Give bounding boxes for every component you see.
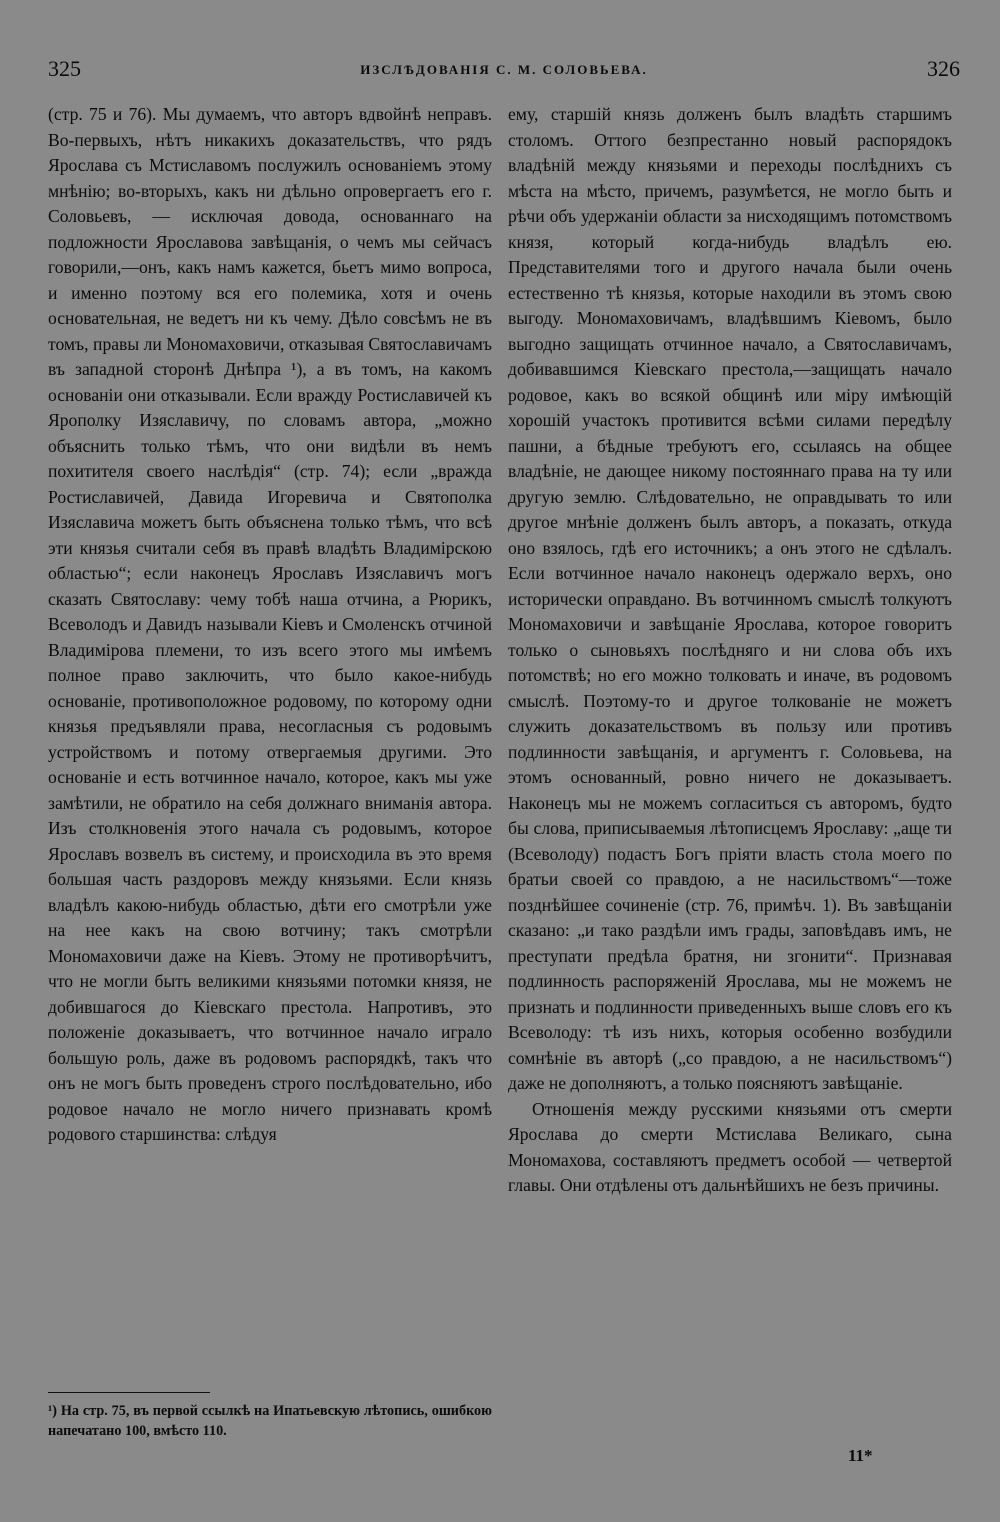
signature-mark: 11* — [848, 1446, 873, 1465]
right-column-paragraph-1: ему, старшій князь долженъ былъ владѣть старшимъ столомъ. Оттого безпрестанно новый распорядокъ владѣній между князьями и переходы послѣднихъ съ мѣста на мѣсто, причемъ, разумѣется, не могло быть и рѣчи объ удержаніи области за нисходящимъ потомствомъ князя, который когда-нибудь владѣлъ ею. Представителями того и другого начала были очень естественно тѣ князья, которые находили въ этомъ свою выгоду. Мономаховичамъ, владѣвшимъ Кіевомъ, было выгодно защищать отчинное начало, а Святославичамъ, добивавшимся Кіевскаго престола,—защищать начало родовое, какъ во всякой общинѣ или міру имѣющій хорошій участокъ противится всѣми силами передѣлу пашни, а бѣдные требуютъ его, ссылаясь на общее владѣніе, не дающее никому постояннаго права на ту или другую землю. Слѣдовательно, не оправдывать то или другое мнѣніе долженъ былъ авторъ, а показать, откуда оно взялось, гдѣ его источникъ; а онъ этого не сдѣлалъ. Если вотчинное начало наконецъ одержало верхъ, оно исторически оправдано. Въ вотчинномъ смыслѣ толкуютъ Мономаховичи и завѣщаніе Ярослава, которое говоритъ только о сыновьяхъ послѣдняго и ни слова объ ихъ потомствѣ; но его можно толковать и иначе, въ родовомъ смыслѣ. Поэтому-то и другое толкованіе не можетъ служить доказательствомъ въ пользу или противъ подлинности завѣщанія, и аргументъ г. Соловьева, на этомъ основанный, ровно ничего не доказываетъ. Наконецъ мы не можемъ согласиться съ авторомъ, будто бы слова, приписываемыя лѣтописцемъ Ярославу: „аще ти (Всеволоду) подастъ Богъ пріяти власть стола моего по братьи своей со правдою, а не насильствомъ“—тоже позднѣйшее сочиненіе (стр. 76, примѣч. 1). Въ завѣщаніи сказано: „и тако раздѣли имъ грады, заповѣдавъ имъ, не преступати предѣла братня, ни згонити“. Признавая подлинность распоряженій Ярослава, мы не можемъ не признать и подлинности приведенныхъ выше словъ его къ Всеволоду: тѣ изъ нихъ, которыя особенно возбудили сомнѣніе въ авторѣ („со правдою, а не насильствомъ“) даже не дополняютъ, а только поясняютъ завѣщаніе. — [508, 104, 952, 1093]
page-number-right: 326 — [927, 56, 960, 81]
running-title: ИЗСЛѢДОВАНІЯ С. М. СОЛОВЬЕВА. — [360, 62, 648, 77]
right-column — [508, 102, 952, 1472]
page-header — [48, 56, 960, 92]
left-column — [48, 102, 492, 1372]
right-column-paragraph-2: Отношенія между русскими князьями отъ смерти Ярослава до смерти Мстислава Великаго, сына Мономахова, составляютъ предметъ особой — четвертой главы. Они отдѣлены отъ дальнѣйшихъ не безъ причины. — [508, 1098, 952, 1195]
left-column-text: (стр. 75 и 76). Мы думаемъ, что авторъ вдвойнѣ неправъ. Во-первыхъ, нѣтъ никакихъ доказательствъ, что рядъ Ярослава съ Мстиславомъ послужилъ основаніемъ этому мнѣнію; во-вторыхъ, какъ ни дѣльно опровергаетъ его г. Соловьевъ, — исключая довода, основаннаго на подложности Ярославова завѣщанія, о чемъ мы сейчасъ говорили,—онъ, какъ намъ кажется, бьетъ мимо вопроса, и именно поэтому вся его полемика, хотя и очень основательная, не ведетъ ни къ чему. Дѣло совсѣмъ не въ томъ, правы ли Мономаховичи, отказывая Святославичамъ въ западной сторонѣ Днѣпра ¹), а въ томъ, на какомъ основаніи они отказывали. Если вражду Ростиславичей къ Ярополку Изяславичу, по словамъ автора, „можно объяснить только тѣмъ, что они видѣли въ немъ похитителя своего наслѣдія“ (стр. 74); если „вражда Ростиславичей, Давида Игоревича и Святополка Изяславича можетъ быть объяснена только тѣмъ, что всѣ эти князья считали себя въ правѣ владѣть Владимірскою областью“; если наконецъ Ярославъ Изяславичъ могъ сказать Святославу: чему тобѣ наша отчина, а Рюрикъ, Всеволодъ и Давидъ называли Кіевъ и Смоленскъ отчиной Владимірова племени, то изъ всего этого мы имѣемъ полное право заключить, что было какое-нибудь основаніе, противоположное родовому, по которому одни князья предъявляли права, несогласныя съ родовымъ устройствомъ и потому отвергаемыя другими. Это основаніе и есть вотчинное начало, которое, какъ мы уже замѣтили, не обратило на себя должнаго вниманія автора. Изъ столкновенія этого начала съ родовымъ, которое Ярославъ возвелъ въ систему, и происходила въ это время большая часть раздоровъ между князьями. Если князь владѣлъ какою-нибудь областью, дѣти его смотрѣли уже на нее какъ на свою вотчину; такъ смотрѣли Мономаховичи даже на Кіевъ. Этому не противорѣчитъ, что не могли быть великими князьями потомки князя, не добившагося до Кіевскаго престола. Напротивъ, это положеніе доказываетъ, что вотчинное начало играло большую роль, даже въ родовомъ распорядкѣ, такъ что онъ не могъ быть проведенъ строго послѣдовательно, ибо родовое начало не могло ничего признавать кромѣ родового старшинства: слѣдуя — [48, 104, 492, 1144]
footnote: ¹) На стр. 75, въ первой ссылкѣ на Ипатьевскую лѣтопись, ошибкою напечатано 100, вмѣсто 110. — [48, 1403, 492, 1439]
page-number-left: 325 — [48, 56, 81, 81]
footnote-rule — [48, 1392, 210, 1393]
